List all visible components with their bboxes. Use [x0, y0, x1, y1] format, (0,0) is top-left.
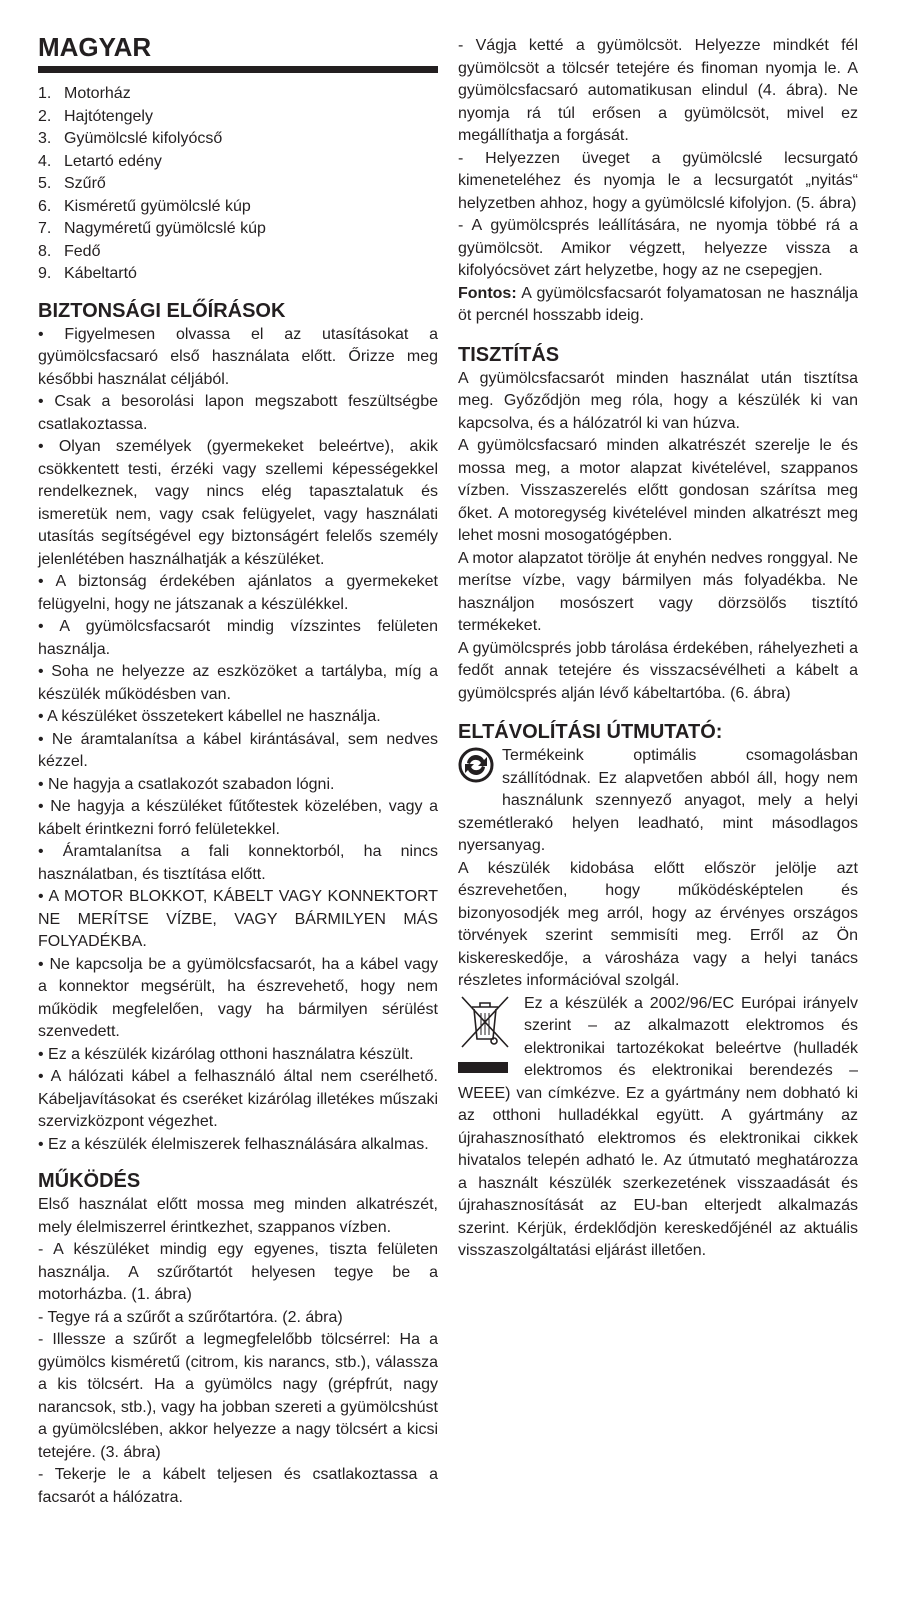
paragraph: - Tekerje le a kábelt teljesen és csatlakoztassa a facsarót a hálózatra. [38, 1466, 438, 1506]
item-number: 2. [38, 107, 52, 125]
item-label: Szűrő [64, 175, 106, 192]
right-column [458, 35, 858, 1263]
operation-section [38, 1194, 438, 1509]
paragraph: A gyümölcsprés jobb tárolása érdekében, ráhelyezheti a fedőt annak tetejére és visszacsévélheti a kábelt a gyümölcsprés alján lévő kábeltartóba. (6. ábra) [458, 639, 858, 702]
paragraph: • Ne hagyja a készüléket fűtőtestek közelében, vagy a kábelt érintkezni forró felületekkel. [38, 798, 438, 838]
paragraph: • Soha ne helyezze az eszközöket a tartályba, míg a készülék működésben van. [38, 663, 438, 703]
paragraph: - Tegye rá a szűrőt a szűrőtartóra. (2. ábra) [38, 1308, 343, 1326]
item-label: Kisméretű gyümölcslé kúp [64, 197, 251, 215]
item-number: 8. [38, 242, 52, 260]
item-label: Kábeltartó [64, 265, 137, 282]
paragraph: - A gyümölcsprés leállítására, ne nyomja többé rá a gyümölcsöt. Amikor végzett, helyezze vissza a kifolyócsövet zárt helyzetbe, hogy az ne csepegjen. [458, 217, 858, 279]
paragraph: A készülék kidobása előtt először jelölje azt észrevehetően, hogy működésképtelen és bizonyosodjék meg arról, hogy az érvényes országos törvények szerint semmisíti meg. Erről az Ön kiskereskedője, a városháza vagy a helyi tanács részletes információval szolgál. [458, 859, 858, 989]
parts-list [38, 83, 438, 286]
list-item [38, 241, 438, 264]
weee-symbol [458, 995, 512, 1074]
important-label: Fontos: [458, 284, 517, 302]
paragraph: A motor alapzatot törölje át enyhén nedves ronggyal. Ne merítse vízbe, vagy bármilyen más folyadékba. Ne használjon mosószert vagy dörzsölős tisztító termékeket. [458, 549, 858, 634]
item-label: Hajtótengely [64, 107, 153, 125]
paragraph: • Ez a készülék élelmiszerek felhasználására alkalmas. [38, 1135, 429, 1153]
paragraph: • Ez a készülék kizárólag otthoni használatra készült. [38, 1045, 414, 1063]
important-text: A gyümölcsfacsarót folyamatosan ne használja öt percnél hosszabb ideig. [458, 284, 858, 324]
list-item [38, 263, 438, 286]
item-number: 3. [38, 130, 52, 147]
paragraph: A gyümölcsfacsaró minden alkatrészét szerelje le és mossa meg, a motor alapzat kivételével, szappanos vízben. Visszaszerelés előtt gondosan szárítsa meg őket. A motoregység kivételével minden alkatrészt meg lehet mosni mosogatógépben. [458, 437, 858, 544]
paragraph: • A biztonság érdekében ajánlatos a gyermekeket felügyelni, hogy ne játszanak a készülékkel. [38, 573, 438, 613]
paragraph: • Ne kapcsolja be a gyümölcsfacsarót, ha a kábel vagy a konnektor megsérült, ha észrevehető, hogy nem működik megfelelően, vagy ha bármilyen sérülést szenvedett. [38, 955, 438, 1040]
item-number: 5. [38, 175, 52, 192]
page-title: MAGYAR [38, 32, 152, 62]
item-label: Motorház [64, 85, 131, 102]
paragraph: • A gyümölcsfacsarót mindig vízszintes felületen használja. [38, 618, 438, 658]
paragraph: - A készüléket mindig egy egyenes, tiszta felületen használja. A szűrőtartót helyesen tegye be a motorházba. (1. ábra) [38, 1241, 438, 1303]
crossed-bin-icon [458, 995, 512, 1049]
operation-heading: MŰKÖDÉS [38, 1170, 141, 1192]
paragraph: A gyümölcsfacsarót minden használat után tisztítsa meg. Győződjön meg róla, hogy a készülék ki van kapcsolva, és a hálózatról ki van húzva. [458, 369, 858, 432]
paragraph: • A készüléket összetekert kábellel ne használja. [38, 708, 381, 725]
paragraph: • Csak a besorolási lapon megszabott feszültségbe csatlakoztassa. [38, 393, 438, 433]
list-item [38, 83, 438, 106]
recycle-icon [458, 747, 494, 791]
item-label: Fedő [64, 242, 101, 260]
paragraph: • A hálózati kábel a felhasználó által nem cserélhető. Kábeljavításokat és cseréket kizárólag illetékes műszaki szervizközpont végezhet. [38, 1068, 438, 1130]
cleaning-heading: TISZTÍTÁS [458, 343, 560, 366]
safety-heading: BIZTONSÁGI ELŐÍRÁSOK [38, 299, 286, 322]
left-column [38, 32, 438, 1509]
paragraph: • Áramtalanítsa a fali konnektorból, ha nincs használatban, és tisztítása előtt. [38, 843, 438, 883]
item-number: 6. [38, 197, 52, 215]
item-number: 7. [38, 220, 52, 237]
paragraph: - Helyezzen üveget a gyümölcslé lecsurgató kimeneteléhez és nyomja le a lecsurgatót „nyitás“ helyzetben ahhoz, hogy a gyümölcslé kifolyjon. (5. ábra) [458, 149, 858, 212]
item-label: Nagyméretű gyümölcslé kúp [64, 220, 266, 237]
list-item [38, 106, 438, 129]
list-item [38, 196, 438, 219]
important-note [458, 283, 858, 328]
paragraph: Termékeink optimális csomagolásban szállítódnak. Ez alapvetően abból áll, hogy nem használunk szennyező anyagot, mely a helyi szemétlerakó helyen leadható, mint másodlagos nyersanyag. [458, 747, 858, 854]
list-item [38, 151, 438, 174]
paragraph: Ez a készülék a 2002/96/EC Európai irányelv szerint – az alkalmazott elektromos és elektronikai tartozékokat beleértve (hulladék elektromos és elektronikai berendezés – WEEE) van címkézve. Ez a gyártmány nem dobható ki az otthoni hulladékkal együtt. A gyártmány az újrahasznosítható elektromos és elektronikai cikkek hivatalos telepén adható le. Az útmutató meghatározza a használt készülék szerkezetének visszaadását és újrahasznosítását az EU-ban elterjedt alkalmazás szerint. Kérjük, érdeklődjön kereskedőjénél az aktuális visszaszolgáltatási eljárást illetően. [458, 994, 858, 1259]
weee-bar [458, 1062, 508, 1073]
item-number: 1. [38, 85, 52, 102]
safety-section [38, 324, 438, 1157]
paragraph: • Figyelmesen olvassa el az utasításokat a gyümölcsfacsaró első használata előtt. Őrizze meg későbbi használat céljából. [38, 325, 438, 388]
item-number: 4. [38, 152, 52, 170]
paragraph: - Illessze a szűrőt a legmegfelelőbb tölcsérrel: Ha a gyümölcs kisméretű (citrom, kis narancs, stb.), válassza a kis tölcsért. Ha a gyümölcs nagy (grépfrút, nagy narancsok, stb.), vagy ha jobban szereti a gyümölcshúst a gyümölcslében, akkor helyezze a nagy tölcsért a kicsi tetejére. (3. ábra) [38, 1331, 438, 1461]
item-label: Letartó edény [64, 152, 162, 170]
item-number: 9. [38, 265, 52, 282]
paragraph: • A MOTOR BLOKKOT, KÁBELT VAGY KONNEKTORT NE MERÍTSE VÍZBE, VAGY BÁRMILYEN MÁS FOLYADÉKBA. [38, 888, 438, 950]
item-label: Gyümölcslé kifolyócső [64, 130, 223, 147]
title-rule [38, 66, 438, 73]
list-item [38, 128, 438, 151]
list-item [38, 218, 438, 241]
paragraph: • Ne áramtalanítsa a kábel kirántásával, sem nedves kézzel. [38, 730, 438, 770]
paragraph: • Ne hagyja a csatlakozót szabadon lógni. [38, 775, 335, 793]
paragraph: • Olyan személyek (gyermekeket beleértve), akik csökkentett testi, érzéki vagy szellemi képességekkel rendelkeznek, vagy nincs elég tapasztalatuk és ismeretük nem, vagy csak felügyelet, vagy használati utasítás segítségével egy biztonságért felelős személy jelenlétében használhatják a készüléket. [38, 438, 438, 568]
paragraph: - Vágja ketté a gyümölcsöt. Helyezze mindkét fél gyümölcsöt a tölcsér tetejére és finoman nyomja le. A gyümölcsfacsaró automatikusan elindul (4. ábra). Ne nyomja rá túl erősen a gyümölcsöt, mivel ez megállíthatja a forgását. [458, 37, 858, 144]
disposal-heading: ELTÁVOLÍTÁSI ÚTMUTATÓ: [458, 721, 723, 743]
paragraph: Első használat előtt mossa meg minden alkatrészét, mely élelmiszerrel érintkezhet, szappanos vízben. [38, 1196, 438, 1236]
list-item [38, 173, 438, 196]
